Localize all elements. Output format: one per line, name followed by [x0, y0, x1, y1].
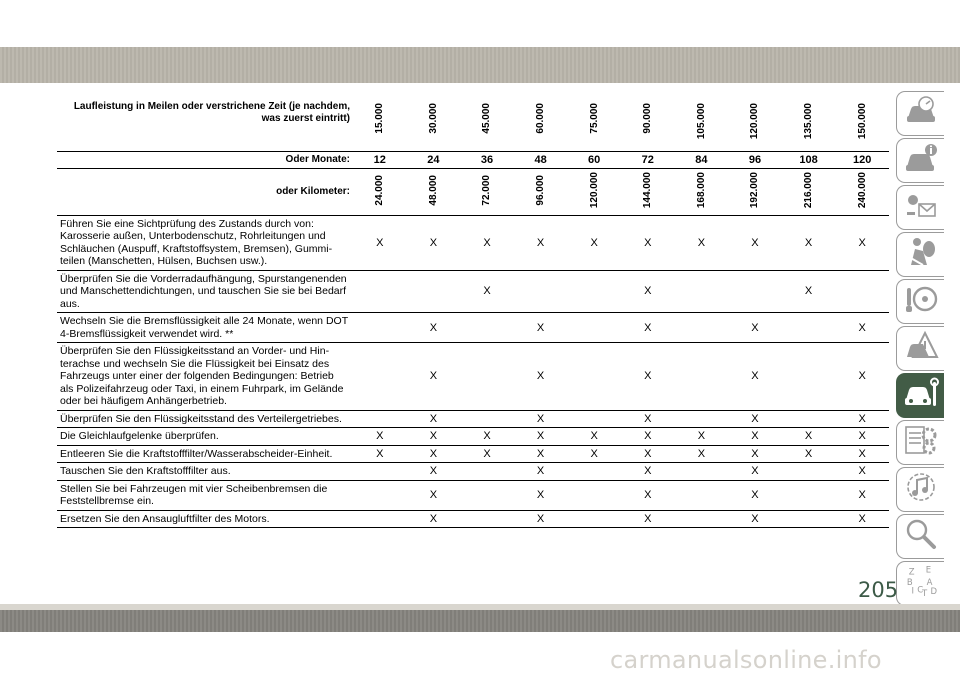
miles-value: 90.000 — [642, 103, 654, 134]
table-row — [57, 463, 889, 481]
km-interval — [621, 168, 675, 215]
schedule-mark: X — [728, 510, 782, 528]
schedule-mark: X — [621, 428, 675, 446]
table-row — [57, 313, 889, 343]
schedule-mark: X — [621, 510, 675, 528]
schedule-mark: X — [514, 343, 568, 411]
schedule-mark: X — [835, 463, 889, 481]
schedule-mark: X — [782, 428, 836, 446]
schedule-mark — [460, 313, 514, 343]
schedule-mark — [567, 510, 621, 528]
schedule-mark — [460, 480, 514, 510]
sidebar-tab-steering-starting[interactable] — [896, 279, 944, 324]
page-number: 205 — [858, 578, 899, 602]
schedule-mark: X — [675, 428, 729, 446]
task-description: Entleeren Sie die Kraftstofffilter/Wasserabscheider-Einheit. — [57, 445, 353, 463]
schedule-mark: X — [621, 270, 675, 313]
months-value: 36 — [460, 151, 514, 168]
schedule-mark — [675, 510, 729, 528]
km-value: 48.000 — [427, 174, 439, 206]
schedule-mark: X — [835, 480, 889, 510]
svg-text:D: D — [929, 587, 937, 598]
table-row — [57, 445, 889, 463]
sidebar-tab-multimedia-music[interactable] — [896, 467, 944, 512]
km-value: 240.000 — [856, 171, 868, 209]
task-description: Überprüfen Sie den Flüssigkeitsstand an Vorder- und Hinterachse und wechseln Sie die Flüssigkeit bei Einsatz des Fahrzeugs unter einer der folgenden Bedingungen: Betrieb als Polizeifahrzeug oder Taxi, in einem Fuhrpark, im Gelände oder bei häufigem Anhängerbetrieb. — [57, 343, 353, 411]
months-value: 72 — [621, 151, 675, 168]
schedule-mark — [353, 410, 407, 428]
alphabet-index-icon — [903, 564, 939, 603]
schedule-mark: X — [514, 445, 568, 463]
task-description: Die Gleichlaufgelenke überprüfen. — [57, 428, 353, 446]
table-row — [57, 480, 889, 510]
schedule-mark: X — [621, 410, 675, 428]
schedule-mark — [675, 480, 729, 510]
km-interval — [353, 168, 407, 215]
schedule-mark — [353, 313, 407, 343]
table-row — [57, 510, 889, 528]
schedule-mark: X — [407, 313, 461, 343]
table-row — [57, 410, 889, 428]
header-row-miles — [57, 99, 889, 151]
schedule-mark: X — [621, 215, 675, 270]
schedule-mark — [353, 463, 407, 481]
car-dashboard-icon — [903, 94, 939, 133]
schedule-mark — [782, 410, 836, 428]
schedule-mark: X — [728, 215, 782, 270]
miles-value: 75.000 — [588, 103, 600, 134]
schedule-mark: X — [728, 343, 782, 411]
schedule-mark: X — [835, 410, 889, 428]
watermark: carmanualsonline.info — [610, 646, 882, 674]
miles-interval — [514, 99, 568, 151]
schedule-mark: X — [514, 410, 568, 428]
schedule-mark: X — [621, 313, 675, 343]
schedule-mark: X — [460, 215, 514, 270]
schedule-mark — [567, 480, 621, 510]
months-value: 60 — [567, 151, 621, 168]
svg-text:T: T — [921, 589, 927, 598]
schedule-mark: X — [407, 428, 461, 446]
schedule-mark: X — [835, 313, 889, 343]
km-interval — [782, 168, 836, 215]
miles-interval — [407, 99, 461, 151]
schedule-mark — [835, 270, 889, 313]
miles-value: 45.000 — [481, 103, 493, 134]
schedule-mark — [353, 270, 407, 313]
km-value: 96.000 — [535, 174, 547, 206]
schedule-mark: X — [407, 215, 461, 270]
km-interval — [835, 168, 889, 215]
schedule-mark: X — [514, 463, 568, 481]
km-interval — [407, 168, 461, 215]
task-description: Stellen Sie bei Fahrzeugen mit vier Scheibenbremsen die Feststellbremse ein. — [57, 480, 353, 510]
months-value: 12 — [353, 151, 407, 168]
specifications-gear-icon — [903, 423, 939, 462]
schedule-mark: X — [514, 313, 568, 343]
sidebar-tab-warning-lights-message[interactable] — [896, 185, 944, 230]
table-row — [57, 270, 889, 313]
schedule-mark — [460, 343, 514, 411]
schedule-mark: X — [407, 343, 461, 411]
car-info-icon — [903, 141, 939, 180]
schedule-mark: X — [728, 463, 782, 481]
table-row — [57, 428, 889, 446]
miles-interval — [728, 99, 782, 151]
schedule-mark: X — [407, 480, 461, 510]
schedule-mark: X — [353, 428, 407, 446]
schedule-mark — [567, 463, 621, 481]
schedule-mark: X — [407, 463, 461, 481]
miles-value: 60.000 — [535, 103, 547, 134]
task-description: Führen Sie eine Sichtprüfung des Zustands durch von: Karosserie außen, Unterbodenschutz, Rohrleitungen und Schläuchen (Auspuff, Kraftstoffsystem, Bremsen), Gummiteilen (Manschetten, Hülsen, Buchsen usw.). — [57, 215, 353, 270]
steering-starting-icon — [903, 282, 939, 321]
km-interval — [675, 168, 729, 215]
schedule-mark — [782, 510, 836, 528]
miles-interval — [353, 99, 407, 151]
schedule-mark — [567, 343, 621, 411]
schedule-mark: X — [460, 445, 514, 463]
sidebar-tab-car-maintenance[interactable] — [896, 373, 944, 418]
schedule-mark: X — [835, 510, 889, 528]
schedule-mark — [407, 270, 461, 313]
schedule-mark — [567, 410, 621, 428]
miles-interval — [835, 99, 889, 151]
schedule-mark — [782, 313, 836, 343]
header-row-months — [57, 151, 889, 168]
task-description: Überprüfen Sie den Flüssigkeitsstand des Verteilergetriebes. — [57, 410, 353, 428]
multimedia-music-icon — [903, 470, 939, 509]
schedule-mark: X — [514, 215, 568, 270]
km-value: 168.000 — [695, 171, 707, 209]
schedule-mark — [514, 270, 568, 313]
svg-text:E: E — [925, 565, 931, 576]
schedule-mark — [782, 463, 836, 481]
miles-header-label: Laufleistung in Meilen oder verstrichene Zeit (je nachdem, was zuerst eintritt) — [57, 99, 353, 151]
header-row-km — [57, 168, 889, 215]
schedule-mark: X — [353, 445, 407, 463]
search-index-icon — [903, 517, 939, 556]
schedule-mark — [728, 270, 782, 313]
schedule-mark: X — [675, 445, 729, 463]
schedule-mark: X — [675, 215, 729, 270]
airbag-safety-icon — [903, 235, 939, 274]
miles-value: 30.000 — [427, 103, 439, 134]
miles-interval — [675, 99, 729, 151]
months-value: 108 — [782, 151, 836, 168]
km-value: 120.000 — [588, 171, 600, 209]
schedule-mark: X — [835, 445, 889, 463]
bottom-band — [0, 610, 960, 632]
task-description: Überprüfen Sie die Vorderradaufhängung, Spurstangenenden und Manschettendichtungen, und tauschen Sie sie bei Bedarf aus. — [57, 270, 353, 313]
sidebar-tab-alphabet-index[interactable] — [896, 561, 944, 606]
schedule-mark: X — [728, 445, 782, 463]
svg-text:A: A — [926, 577, 932, 588]
svg-text:C: C — [916, 585, 923, 596]
schedule-mark: X — [835, 343, 889, 411]
table-row — [57, 343, 889, 411]
km-interval — [728, 168, 782, 215]
months-value: 96 — [728, 151, 782, 168]
schedule-mark: X — [621, 343, 675, 411]
schedule-mark — [782, 480, 836, 510]
km-value: 72.000 — [481, 174, 493, 206]
schedule-mark — [782, 343, 836, 411]
schedule-mark — [460, 410, 514, 428]
schedule-mark: X — [514, 480, 568, 510]
schedule-mark: X — [353, 215, 407, 270]
schedule-mark — [353, 343, 407, 411]
schedule-mark: X — [621, 445, 675, 463]
km-value: 216.000 — [803, 171, 815, 209]
sidebar-tab-airbag-safety[interactable] — [896, 232, 944, 277]
schedule-mark — [567, 270, 621, 313]
schedule-mark: X — [407, 445, 461, 463]
schedule-mark: X — [514, 428, 568, 446]
schedule-mark — [460, 510, 514, 528]
schedule-mark — [675, 343, 729, 411]
schedule-mark: X — [835, 215, 889, 270]
months-value: 120 — [835, 151, 889, 168]
km-value: 192.000 — [749, 171, 761, 209]
miles-value: 120.000 — [749, 103, 761, 140]
miles-interval — [460, 99, 514, 151]
schedule-mark — [675, 313, 729, 343]
top-band — [0, 47, 960, 83]
svg-text:B: B — [906, 577, 913, 588]
schedule-mark: X — [782, 270, 836, 313]
sidebar-tab-specifications-gear[interactable] — [896, 420, 944, 465]
chapter-sidebar — [896, 91, 944, 608]
schedule-mark — [353, 510, 407, 528]
schedule-mark: X — [460, 428, 514, 446]
svg-text:Z: Z — [908, 567, 915, 578]
miles-value: 15.000 — [374, 103, 386, 134]
sidebar-tab-car-dashboard[interactable] — [896, 91, 944, 136]
sidebar-tab-car-info[interactable] — [896, 138, 944, 183]
warning-lights-message-icon — [903, 188, 939, 227]
schedule-mark — [353, 480, 407, 510]
schedule-mark — [675, 463, 729, 481]
task-description: Tauschen Sie den Kraftstofffilter aus. — [57, 463, 353, 481]
km-value: 24.000 — [374, 174, 386, 206]
schedule-mark: X — [782, 215, 836, 270]
schedule-mark: X — [728, 313, 782, 343]
miles-interval — [782, 99, 836, 151]
car-emergency-icon — [903, 329, 939, 368]
schedule-mark: X — [782, 445, 836, 463]
schedule-mark — [460, 463, 514, 481]
schedule-mark: X — [728, 480, 782, 510]
miles-value: 150.000 — [856, 103, 868, 140]
task-description: Ersetzen Sie den Ansaugluftfilter des Motors. — [57, 510, 353, 528]
schedule-mark: X — [407, 510, 461, 528]
km-value: 144.000 — [642, 171, 654, 209]
table-row — [57, 215, 889, 270]
schedule-mark — [675, 410, 729, 428]
svg-text:I: I — [911, 586, 914, 597]
months-value: 48 — [514, 151, 568, 168]
miles-value: 135.000 — [803, 103, 815, 140]
schedule-mark: X — [835, 428, 889, 446]
schedule-mark: X — [460, 270, 514, 313]
schedule-mark: X — [567, 428, 621, 446]
schedule-mark — [675, 270, 729, 313]
months-label: Oder Monate: — [57, 151, 353, 168]
maintenance-schedule-table — [57, 99, 889, 528]
schedule-mark: X — [621, 463, 675, 481]
schedule-mark: X — [407, 410, 461, 428]
schedule-mark — [567, 313, 621, 343]
schedule-mark: X — [728, 410, 782, 428]
sidebar-tab-car-emergency[interactable] — [896, 326, 944, 371]
km-interval — [460, 168, 514, 215]
schedule-mark: X — [514, 510, 568, 528]
schedule-mark: X — [567, 215, 621, 270]
sidebar-tab-search-index[interactable] — [896, 514, 944, 559]
miles-interval — [621, 99, 675, 151]
schedule-mark: X — [621, 480, 675, 510]
km-label: oder Kilometer: — [57, 168, 353, 215]
car-maintenance-icon — [903, 376, 939, 415]
months-value: 24 — [407, 151, 461, 168]
schedule-mark: X — [567, 445, 621, 463]
km-interval — [514, 168, 568, 215]
miles-value: 105.000 — [695, 103, 707, 140]
km-interval — [567, 168, 621, 215]
task-description: Wechseln Sie die Bremsflüssigkeit alle 24 Monate, wenn DOT 4-Bremsflüssigkeit verwendet wird. ** — [57, 313, 353, 343]
miles-interval — [567, 99, 621, 151]
schedule-mark: X — [728, 428, 782, 446]
months-value: 84 — [675, 151, 729, 168]
